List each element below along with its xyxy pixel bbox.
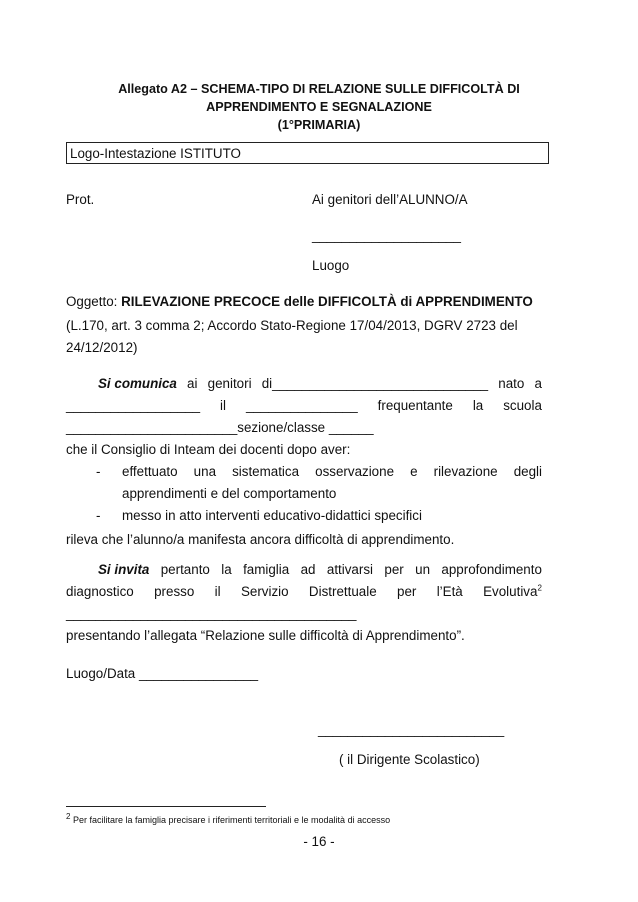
invitation-word: per: [397, 584, 417, 599]
communication-word: frequentante: [377, 398, 453, 413]
invitation-word: pertanto: [160, 562, 210, 577]
subject-line: [66, 294, 533, 309]
recipient-label: Ai genitori dell’ALUNNO/A: [312, 192, 468, 207]
bullet-1-word: sistematica: [232, 464, 300, 479]
footnote: [66, 812, 391, 825]
footnote-text: Per facilitare la famiglia precisare i riferimenti territoriali e le modalità di accesso: [72, 815, 391, 825]
difficulty-statement: rileva che l’alunno/a manifesta ancora difficoltà di apprendimento.: [66, 532, 455, 547]
logo-header-label: Logo-Intestazione ISTITUTO: [70, 146, 241, 161]
communication-word: il: [220, 398, 226, 413]
subject-title: RILEVAZIONE PRECOCE delle DIFFICOLTÀ di APPRENDIMENTO: [121, 294, 533, 309]
protocol-label: Prot.: [66, 192, 95, 207]
communication-lead: Si comunica: [98, 376, 177, 391]
bullet-dash-1: -: [96, 464, 101, 479]
invitation-word: la: [221, 562, 232, 577]
bullet-1-word: una: [193, 464, 217, 479]
bullet-1-word: osservazione: [315, 464, 395, 479]
invitation-word: approfondimento: [441, 562, 542, 577]
logo-header-box: [66, 142, 549, 164]
communication-word: la: [472, 398, 484, 413]
invitation-word: il: [214, 584, 221, 599]
recipient-blank-line: ____________________: [312, 228, 461, 243]
place-label: Luogo: [312, 258, 350, 273]
bullet-1-word: e: [410, 464, 418, 479]
bullet-1-word: degli: [513, 464, 542, 479]
birthdate-blank: _______________: [245, 398, 358, 413]
bullet-1-line-1: [122, 464, 542, 479]
subject-reference-line-2: 24/12/2012): [66, 340, 138, 355]
bullet-1-word: rilevazione: [433, 464, 498, 479]
invitation-word: Servizio: [240, 584, 289, 599]
footnote-reference: 2: [537, 583, 542, 593]
communication-line-2: [66, 398, 542, 413]
council-line: che il Consiglio di Inteam dei docenti dopo aver:: [66, 442, 351, 457]
document-title-line-2: APPRENDIMENTO E SEGNALAZIONE: [206, 100, 432, 114]
invitation-word: Distrettuale: [308, 584, 377, 599]
invitation-line-2: [66, 584, 542, 599]
invitation-lead: Si invita: [98, 562, 150, 577]
student-name-blank: di_____________________________: [261, 376, 489, 391]
bullet-1-line-2: apprendimenti e del comportamento: [122, 486, 337, 501]
invitation-word: un: [415, 562, 431, 577]
signature-label: ( il Dirigente Scolastico): [339, 752, 480, 767]
footnote-separator: [66, 806, 266, 807]
communication-line-1: [66, 376, 542, 391]
footnote-number: 2: [66, 812, 71, 821]
place-date-line: Luogo/Data ________________: [66, 666, 259, 681]
attachment-line: presentando l’allegata “Relazione sulle difficoltà di Apprendimento”.: [66, 628, 465, 643]
invitation-word: presso: [154, 584, 195, 599]
communication-word: ai: [187, 376, 198, 391]
school-section-line: _______________________sezione/classe ______: [66, 420, 374, 435]
subject-reference-line-1: (L.170, art. 3 comma 2; Accordo Stato-Regione 17/04/2013, DGRV 2723 del: [66, 318, 518, 333]
subject-label: Oggetto:: [66, 294, 118, 309]
invitation-word: diagnostico: [66, 584, 134, 599]
invitation-word: famiglia: [243, 562, 290, 577]
page-number: - 16 -: [303, 834, 335, 849]
bullet-1-word: effettuato: [122, 464, 178, 479]
communication-word: genitori: [207, 376, 252, 391]
document-title-line-1: Allegato A2 – SCHEMA-TIPO DI RELAZIONE SULLE DIFFICOLTÀ DI: [118, 82, 520, 96]
service-blank-line: _______________________________________: [66, 606, 357, 621]
signature-line: _________________________: [318, 722, 505, 737]
communication-word: a: [534, 376, 542, 391]
invitation-word: ad: [300, 562, 316, 577]
bullet-dash-2: -: [96, 508, 101, 523]
document-title-line-3: (1°PRIMARIA): [277, 118, 361, 132]
communication-word: nato: [498, 376, 525, 391]
invitation-line-1: [66, 562, 542, 577]
invitation-word: per: [384, 562, 404, 577]
communication-word: scuola: [503, 398, 542, 413]
invitation-word: attivarsi: [326, 562, 374, 577]
bullet-2-text: messo in atto interventi educativo-didattici specifici: [122, 508, 422, 523]
invitation-word: l’Età: [436, 584, 463, 599]
invitation-word: Evolutiva$^2$: [483, 583, 542, 599]
birthplace-blank: __________________: [66, 398, 201, 413]
